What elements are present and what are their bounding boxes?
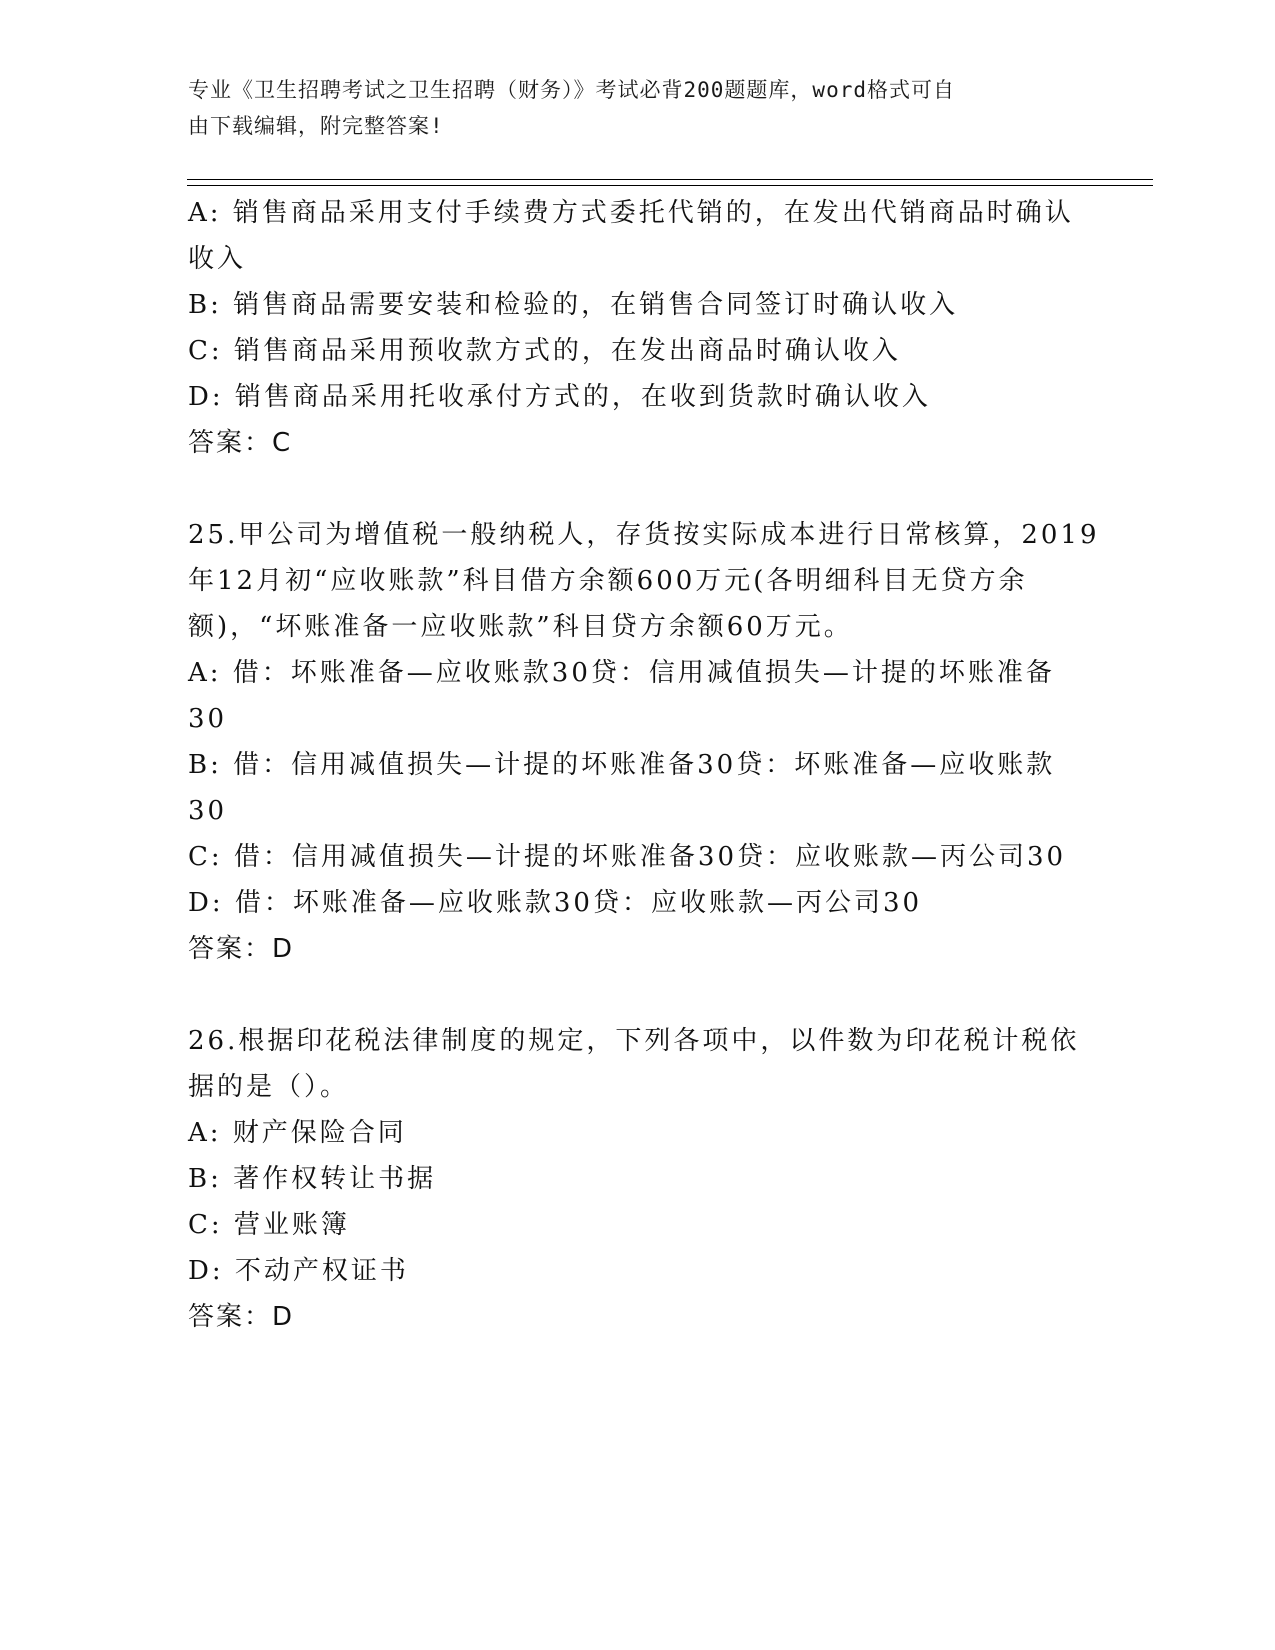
option-a-line-2: 收入 — [188, 244, 247, 274]
question-stem-line-2: 据的是（）。 — [188, 1072, 350, 1102]
option-a: A: 财产保险合同 — [188, 1118, 407, 1148]
question-stem-line-1: 26.根据印花税法律制度的规定，下列各项中，以件数为印花税计税依 — [188, 1026, 1080, 1056]
question-stem-line-1: 25.甲公司为增值税一般纳税人，存货按实际成本进行日常核算，2019 — [188, 520, 1100, 550]
option-b-line-2: 30 — [188, 796, 228, 826]
option-d: D: 借：坏账准备—应收账款30贷：应收账款—丙公司30 — [188, 888, 923, 918]
option-b-line-1: B: 借：信用减值损失—计提的坏账准备30贷：坏账准备—应收账款 — [188, 750, 1056, 780]
option-b: B: 销售商品需要安装和检验的，在销售合同签订时确认收入 — [188, 290, 959, 320]
question-stem-line-3: 额)，“坏账准备一应收账款”科目贷方余额60万元。 — [188, 612, 853, 642]
option-a-line-1: A: 销售商品采用支付手续费方式委托代销的，在发出代销商品时确认 — [188, 198, 1074, 228]
answer-line: 答案：D — [188, 1302, 295, 1332]
option-a-line-2: 30 — [188, 704, 228, 734]
header-divider-bottom — [187, 185, 1153, 186]
question-24 — [188, 190, 1088, 466]
option-d: D: 销售商品采用托收承付方式的，在收到货款时确认收入 — [188, 382, 931, 412]
option-c: C: 借：信用减值损失—计提的坏账准备30贷：应收账款—丙公司30 — [188, 842, 1067, 872]
answer-line: 答案：D — [188, 934, 295, 964]
question-list — [188, 190, 1100, 1340]
header-line-1: 专业《卫生招聘考试之卫生招聘（财务）》考试必背200题题库，word格式可自 — [188, 78, 955, 102]
option-c: C: 营业账簿 — [188, 1210, 350, 1240]
answer-line: 答案：C — [188, 428, 293, 458]
spacer — [188, 466, 1088, 512]
question-26 — [188, 1018, 1088, 1340]
option-d: D: 不动产权证书 — [188, 1256, 409, 1286]
document-header — [188, 72, 1088, 144]
option-c: C: 销售商品采用预收款方式的，在发出商品时确认收入 — [188, 336, 901, 366]
header-line-2: 由下载编辑，附完整答案! — [188, 114, 444, 138]
option-a-line-1: A: 借：坏账准备—应收账款30贷：信用减值损失—计提的坏账准备 — [188, 658, 1055, 688]
question-25 — [188, 512, 1100, 972]
option-b: B: 著作权转让书据 — [188, 1164, 437, 1194]
header-divider-top — [187, 179, 1153, 180]
question-stem-line-2: 年12月初“应收账款”科目借方余额600万元(各明细科目无贷方余 — [188, 566, 1028, 596]
spacer — [188, 972, 1088, 1018]
